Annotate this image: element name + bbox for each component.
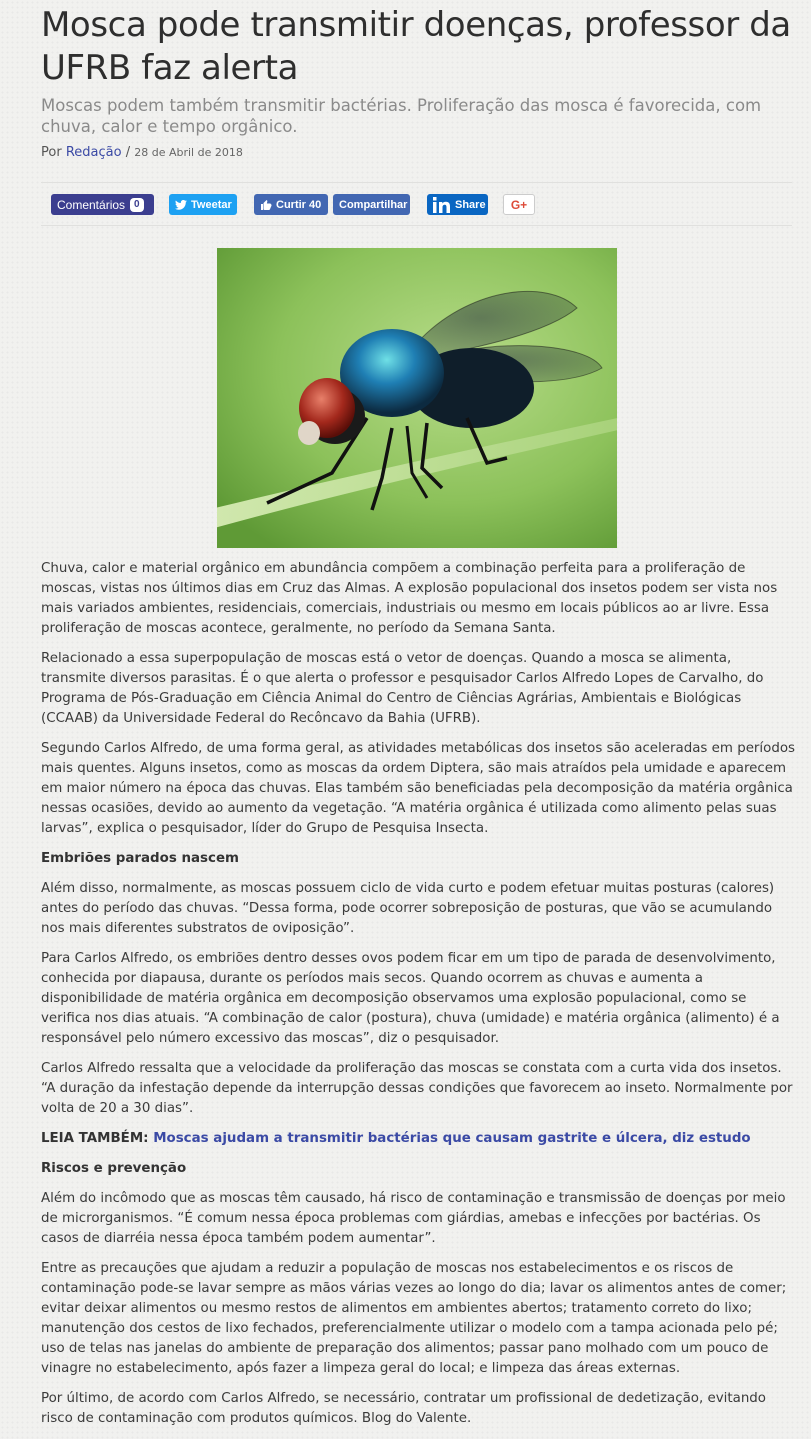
like-label: Curtir 40 (276, 198, 322, 211)
linkedin-share-button[interactable] (427, 194, 488, 215)
byline (41, 145, 243, 160)
author-link[interactable]: Redação (65, 145, 122, 160)
related-prefix: LEIA TAMBÉM: (41, 1131, 149, 1146)
comments-label: Comentários (57, 197, 126, 212)
fb-share-label: Compartilhar (339, 198, 408, 211)
publish-date: 28 de Abril de 2018 (134, 146, 243, 159)
paragraph: Além do incômodo que as moscas têm causado, há risco de contaminação e transmissão de doenças por meio de microrganismos. “É comum nessa época problemas com giárdias, amebas e infecções por bactérias. Os casos de diarréia nessa época também podem aumentar”. (41, 1191, 786, 1246)
byline-separator: / (125, 145, 131, 160)
paragraph: Por último, de acordo com Carlos Alfredo, se necessário, contratar um profissional de dedetização, evitando risco de contaminação com produtos químicos. Blog do Valente. (41, 1391, 767, 1426)
paragraph: Segundo Carlos Alfredo, de uma forma geral, as atividades metabólicas dos insetos são aceleradas em períodos mais quentes. Alguns insetos, como as moscas da ordem Diptera, são mais atraídos pela umidade e aparecem em maior número na época das chuvas. Elas também são beneficiadas pela decomposição da matéria orgânica nessas ocasiões, devido ao aumento da vegetação. “A matéria orgânica é utilizada como alimento pelas suas larvas”, explica o pesquisador, líder do Grupo de Pesquisa Insecta. (41, 741, 796, 836)
linkedin-icon (433, 197, 451, 213)
related-article (41, 1129, 796, 1149)
paragraph: Relacionado a essa superpopulação de moscas está o vetor de doenças. Quando a mosca se alimenta, transmite diversos parasitas. É o que alerta o professor e pesquisador Carlos Alfredo Lopes de Carvalho, do Programa de Pós-Graduação em Ciência Animal do Centro de Ciências Agrárias, Ambientais e Biológicas (CCAAB) da Universidade Federal do Recôncavo da Bahia (UFRB). (41, 651, 764, 726)
article-title: Mosca pode transmitir doenças, professor da UFRB faz alerta (41, 5, 791, 88)
fly-illustration (217, 248, 617, 548)
comments-button[interactable] (51, 194, 154, 215)
paragraph: Além disso, normalmente, as moscas possuem ciclo de vida curto e podem efetuar muitas posturas (calores) antes do período das chuvas. “Dessa forma, pode ocorrer sobreposição de posturas, que vão se acumulando nos mais diferentes substratos de oviposição”. (41, 881, 775, 936)
paragraph: Para Carlos Alfredo, os embriões dentro desses ovos podem ficar em um tipo de parada de desenvolvimento, conhecida por diapausa, durante os períodos mais secos. Quando ocorrem as chuvas e aumenta a disponibilidade de matéria orgânica em decomposição observamos uma explosão populacional, como se verifica nos dias atuais. “A combinação de calor (postura), chuva (umidade) e matéria orgânica (alimento) é a responsável pelo número excessivo das moscas”, diz o pesquisador. (41, 951, 780, 1046)
twitter-bird-icon (175, 200, 187, 210)
section-heading: Embriões parados nascem (41, 851, 239, 866)
fly-photo (217, 248, 617, 548)
article-body (41, 559, 796, 1439)
byline-prefix: Por (41, 145, 62, 160)
facebook-share-button[interactable] (333, 194, 410, 215)
facebook-like-button[interactable] (254, 194, 328, 215)
google-plus-button[interactable] (503, 194, 535, 215)
linkedin-label: Share (455, 198, 486, 211)
tweet-button[interactable] (169, 194, 237, 215)
comments-count-badge: 0 (130, 198, 144, 212)
tweet-label: Tweetar (191, 198, 232, 211)
gplus-label: G+ (510, 197, 528, 212)
article-subtitle: Moscas podem também transmitir bactérias. Proliferação das mosca é favorecida, com chuva, calor e tempo orgânico. (41, 96, 762, 136)
paragraph: Entre as precauções que ajudam a reduzir a população de moscas nos estabelecimentos e os riscos de contaminação pode-se lavar sempre as mãos várias vezes ao longo do dia; lavar os alimentos antes de comer; evitar deixar alimentos ou mesmo restos de alimentos em ambientes abertos; tratamento correto do lixo; manutenção dos cestos de lixo fechados, preferencialmente utilizar o modelo com a tampa acionada pelo pé; uso de telas nas janelas do ambiente de preparação dos alimentos; passar pano molhado com um pouco de vinagre no estabelecimento, após fazer a limpeza geral do local; e limpeza das áreas externas. (41, 1261, 787, 1376)
share-bar (41, 182, 792, 226)
thumbs-up-icon (260, 199, 272, 211)
section-heading: Riscos e prevenção (41, 1161, 187, 1176)
related-article-link[interactable]: Moscas ajudam a transmitir bactérias que causam gastrite e úlcera, diz estudo (153, 1131, 751, 1146)
paragraph: Chuva, calor e material orgânico em abundância compõem a combinação perfeita para a proliferação de moscas, vistas nos últimos dias em Cruz das Almas. A explosão populacional dos insetos podem ser vista nos mais variados ambientes, residenciais, comerciais, industriais ou mesmo em locais públicos ao ar livre. Essa proliferação de moscas acontece, geralmente, no período da Semana Santa. (41, 561, 778, 636)
paragraph: Carlos Alfredo ressalta que a velocidade da proliferação das moscas se constata com a curta vida dos insetos. “A duração da infestação depende da interrupção dessas condições que favorecem ao inseto. Normalmente por volta de 20 a 30 dias”. (41, 1061, 793, 1116)
